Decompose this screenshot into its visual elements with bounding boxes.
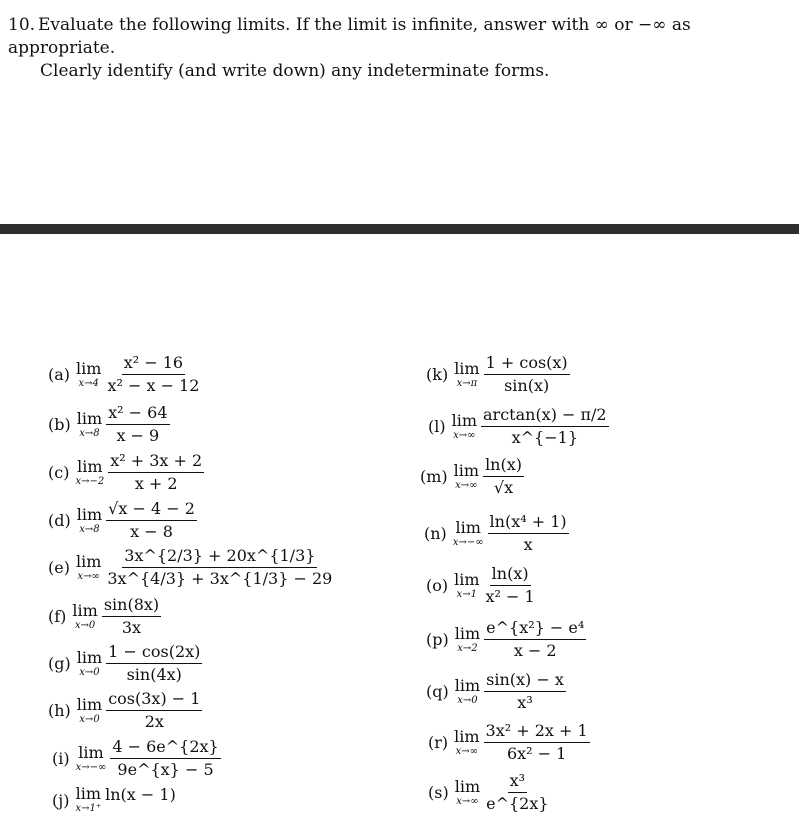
lim-word: lim: [77, 456, 103, 476]
fraction: [106, 690, 202, 732]
limit-problem-m: [420, 456, 524, 498]
limit-problem-k: [426, 354, 570, 396]
fraction: [484, 671, 566, 713]
limit-operator: [76, 694, 103, 725]
denominator: x² − x − 12: [107, 376, 200, 396]
numerator: x² + 3x + 2: [108, 452, 204, 473]
limit-operator: [76, 647, 103, 678]
denominator: sin(x): [504, 376, 550, 396]
limit-problem-p: [426, 619, 586, 661]
problem-label: (m): [420, 467, 448, 487]
numerator: 3x² + 2x + 1: [484, 722, 590, 743]
denominator: x^{−1}: [511, 428, 578, 448]
limit-problem-o: [426, 565, 537, 607]
denominator: x² − 1: [485, 587, 535, 607]
limit-operator: [454, 569, 480, 600]
fraction: [105, 354, 201, 396]
problem-label: (q): [426, 682, 449, 702]
limit-problem-a: [48, 354, 201, 396]
limit-problem-j: [52, 786, 176, 814]
lim-subscript: x→∞: [453, 429, 476, 441]
limit-problem-r: [428, 722, 590, 764]
fraction: [106, 404, 169, 446]
fraction: [484, 772, 550, 814]
problem-label: (f): [48, 607, 67, 627]
lim-subscript: x→8: [79, 523, 100, 535]
numerator: ln(x): [483, 456, 524, 477]
lim-subscript: x→π: [456, 377, 478, 389]
denominator: sin(4x): [126, 665, 182, 685]
problem-label: (i): [52, 749, 70, 769]
lim-subscript: x→−∞: [75, 761, 107, 773]
fraction: [481, 406, 609, 448]
problem-label: (a): [48, 365, 71, 385]
fraction: [488, 513, 569, 555]
lim-word: lim: [76, 408, 103, 428]
limit-problem-q: [426, 671, 566, 713]
numerator: 1 + cos(x): [484, 354, 570, 375]
lim-word: lim: [454, 675, 481, 695]
limit-operator: [454, 358, 480, 389]
limit-operator: [454, 726, 480, 757]
lim-subscript: x→0: [79, 666, 100, 678]
numerator: e^{x²} − e⁴: [484, 619, 586, 640]
limit-problem-c: [48, 452, 204, 494]
problem-label: (c): [48, 463, 70, 483]
denominator: 2x: [144, 712, 164, 732]
limit-operator: [454, 776, 481, 807]
denominator: √x: [493, 478, 514, 498]
lim-subscript: x→∞: [77, 570, 100, 582]
fraction: [105, 547, 334, 589]
lim-word: lim: [75, 784, 101, 803]
expression: ln(x − 1): [105, 784, 176, 804]
lim-subscript: x→2: [457, 642, 478, 654]
fraction: [484, 565, 537, 607]
denominator: x − 9: [116, 426, 160, 446]
limit-operator: [75, 786, 101, 814]
lim-word: lim: [76, 504, 103, 524]
lim-subscript: x→0: [79, 713, 100, 725]
problem-label: (h): [48, 701, 71, 721]
numerator: √x − 4 − 2: [106, 500, 197, 521]
denominator: x − 8: [130, 522, 173, 542]
limit-problem-f: [48, 596, 161, 638]
numerator: 4 − 6e^{2x}: [110, 738, 220, 759]
fraction: [484, 354, 570, 396]
fraction: [108, 452, 204, 494]
fraction: [106, 500, 197, 542]
fraction: [484, 722, 590, 764]
denominator: 9e^{x} − 5: [117, 760, 214, 780]
limit-operator: [72, 600, 98, 631]
fraction: [102, 596, 161, 638]
lim-word: lim: [78, 742, 104, 762]
numerator: arctan(x) − π/2: [481, 406, 609, 427]
problem-label: (g): [48, 654, 71, 674]
lim-word: lim: [75, 551, 102, 571]
problem-label: (n): [424, 524, 447, 544]
limit-operator: [75, 456, 105, 487]
numerator: x² − 64: [106, 404, 169, 425]
limit-problem-i: [52, 738, 221, 780]
limit-operator: [76, 504, 103, 535]
numerator: sin(8x): [102, 596, 161, 617]
instructions-line-1: Evaluate the following limits. If the limit is infinite, answer with ∞ or −∞ as appropriate.: [8, 15, 691, 58]
limit-operator: [452, 517, 484, 548]
lim-word: lim: [72, 600, 98, 620]
lim-subscript: x→−∞: [452, 536, 484, 548]
lim-subscript: x→0: [457, 694, 478, 706]
numerator: 3x^{2/3} + 20x^{1/3}: [122, 547, 317, 568]
denominator: x³: [517, 693, 533, 713]
problem-label: (k): [426, 365, 449, 385]
lim-subscript: x→−2: [75, 475, 105, 487]
denominator: 6x² − 1: [506, 744, 567, 764]
problem-label: (p): [426, 630, 449, 650]
fraction: [110, 738, 220, 780]
denominator: 3x^{4/3} + 3x^{1/3} − 29: [107, 569, 333, 589]
lim-word: lim: [453, 460, 480, 480]
limit-operator: [454, 623, 481, 654]
fraction: [483, 456, 524, 498]
limit-operator: [451, 410, 478, 441]
limit-problem-l: [428, 406, 609, 448]
lim-subscript: x→1: [456, 588, 478, 600]
limit-operator: [76, 408, 103, 439]
problem-label: (d): [48, 511, 71, 531]
problem-label: (e): [48, 558, 70, 578]
limit-problem-g: [48, 643, 202, 685]
problem-label: (l): [428, 417, 446, 437]
denominator: x: [523, 535, 533, 555]
lim-word: lim: [454, 623, 481, 643]
lim-subscript: x→∞: [455, 745, 479, 757]
lim-subscript: x→∞: [455, 479, 478, 491]
denominator: x + 2: [134, 474, 178, 494]
instructions-line-2: Clearly identify (and write down) any indeterminate forms.: [40, 61, 550, 81]
problem-header: [8, 14, 793, 83]
problem-label: (s): [428, 783, 449, 803]
lim-word: lim: [454, 569, 480, 589]
numerator: x² − 16: [122, 354, 185, 375]
lim-word: lim: [454, 726, 480, 746]
lim-subscript: x→4: [78, 377, 99, 389]
numerator: ln(x): [490, 565, 531, 586]
lim-word: lim: [76, 647, 103, 667]
lim-word: lim: [455, 517, 481, 537]
header-line-1: [8, 14, 793, 60]
limit-operator: [75, 551, 102, 582]
lim-subscript: x→8: [79, 427, 100, 439]
limit-operator: [454, 675, 481, 706]
lim-subscript: x→0: [74, 619, 96, 631]
limit-problem-s: [428, 772, 551, 814]
denominator: 3x: [121, 618, 142, 638]
problem-number: 10.: [8, 15, 36, 35]
denominator: x − 2: [513, 641, 557, 661]
problem-label: (o): [426, 576, 449, 596]
limit-problem-e: [48, 547, 334, 589]
lim-word: lim: [454, 776, 481, 796]
lim-word: lim: [76, 358, 102, 378]
limit-problem-n: [424, 513, 569, 555]
limit-problem-d: [48, 500, 197, 542]
lim-subscript: x→1⁺: [75, 803, 102, 814]
numerator: cos(3x) − 1: [106, 690, 202, 711]
lim-word: lim: [76, 694, 103, 714]
numerator: 1 − cos(2x): [106, 643, 202, 664]
limit-operator: [76, 358, 102, 389]
problem-label: (j): [52, 790, 70, 810]
numerator: x³: [508, 772, 527, 793]
problem-label: (r): [428, 733, 449, 753]
limit-operator: [75, 742, 107, 773]
lim-word: lim: [451, 410, 478, 430]
limit-problem-b: [48, 404, 170, 446]
section-divider: [0, 224, 799, 234]
limit-operator: [453, 460, 480, 491]
fraction: [106, 643, 202, 685]
numerator: ln(x⁴ + 1): [488, 513, 569, 534]
problem-label: (b): [48, 415, 71, 435]
fraction: [484, 619, 586, 661]
denominator: e^{2x}: [486, 794, 549, 814]
lim-subscript: x→∞: [456, 795, 479, 807]
lim-word: lim: [454, 358, 480, 378]
numerator: sin(x) − x: [484, 671, 566, 692]
limit-problem-h: [48, 690, 202, 732]
